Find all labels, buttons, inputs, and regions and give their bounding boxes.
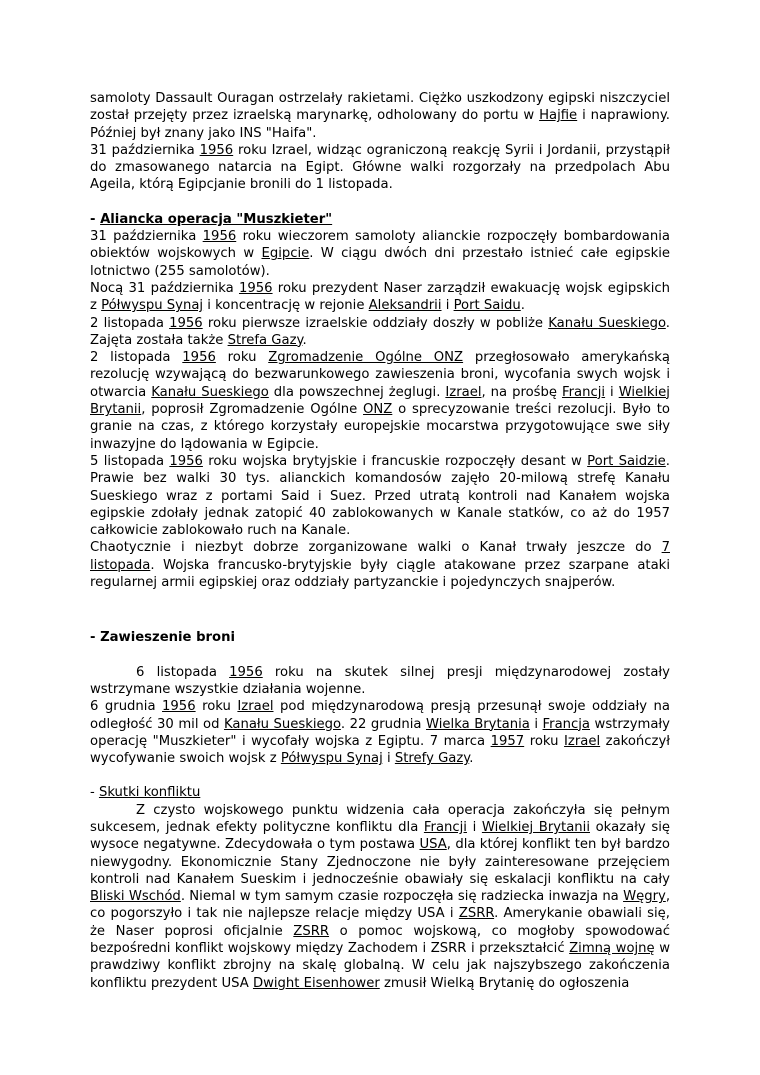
link-1956[interactable]: 1956: [169, 453, 203, 469]
text: samoloty Dassault Ouragan ostrzelały rakietami. Ciężko uszkodzony egipski niszczyciel został przejęty przez izraelską marynarkę, odholowany do portu w: [90, 91, 670, 124]
paragraph: [90, 315, 670, 350]
link-synaj[interactable]: Półwyspu Synaj: [101, 298, 204, 314]
text: roku: [524, 733, 565, 749]
link-strefa-gazy[interactable]: Strefy Gazy: [394, 751, 470, 767]
paragraph: [90, 802, 670, 992]
paragraph: [90, 539, 670, 591]
text: Nocą 31 października: [90, 280, 239, 296]
text: . Wojska francusko-brytyjskie były ciągle atakowane przez szarpane ataki regularnej armii egipskiej oraz oddziały partyzanckie i pojedynczych snajperów.: [90, 557, 670, 591]
paragraph: [90, 228, 670, 280]
heading-dash: -: [90, 211, 101, 227]
link-izrael[interactable]: Izrael: [445, 384, 482, 400]
text: i: [382, 751, 395, 767]
text: i: [605, 384, 619, 400]
link-1956[interactable]: 1956: [202, 229, 237, 245]
link-hajfa[interactable]: Hajfie: [539, 108, 578, 124]
link-strefa-gazy[interactable]: Strefa Gazy: [227, 332, 303, 348]
section-heading-effects: [90, 784, 670, 801]
text: roku Izrael, widząc ograniczoną reakcję Syrii i Jordanii, przystąpił do zmasowanego natarcia na Egipt. Główne walki rozgorzały na przedpolach Abu Ageila, którą Egipcjanie bronili do 1 listopada.: [90, 142, 670, 193]
text: 31 października: [90, 142, 200, 158]
link-usa[interactable]: USA: [419, 837, 447, 853]
link-izrael[interactable]: Izrael: [564, 733, 601, 749]
text: . Amerykanie obawiali się, że Naser poprosi oficjalnie: [90, 906, 670, 939]
text: dla powszechnej żeglugi.: [268, 384, 446, 400]
text: przegłosowało amerykańską rezolucję wzywającą do bezwarunkowego zawieszenia broni, wycofania swych wojsk i otwarcia: [90, 350, 670, 400]
link-eisenhower[interactable]: Dwight Eisenhower: [252, 975, 380, 991]
document-page: [90, 90, 670, 992]
text: 6 listopada: [136, 664, 230, 680]
text: 2 listopada: [90, 315, 170, 331]
text: i naprawiony. Później był znany jako INS "Haifa".: [90, 108, 670, 141]
link-egipt[interactable]: Egipcie: [261, 246, 310, 262]
link-francja[interactable]: Francji: [423, 819, 467, 835]
text: . Zajęta została także: [90, 315, 670, 348]
text: Z czysto wojskowego punktu widzenia cała operacja zakończyła się pełnym sukcesem, jednak efekty polityczne konfliktu dla: [90, 802, 670, 835]
link-francja[interactable]: Francji: [561, 384, 606, 400]
text: .: [302, 332, 307, 348]
link-kanal-sueski[interactable]: Kanału Sueskiego: [151, 384, 269, 400]
text: roku prezydent Naser zarządził ewakuację wojsk egipskich z: [90, 280, 671, 314]
text: roku na skutek silnej presji międzynarodowej zostały wstrzymane wszystkie działania wojenne.: [90, 664, 670, 697]
link-kanal-sueski[interactable]: Kanału Sueskiego: [548, 315, 666, 331]
link-zsrr[interactable]: ZSRR: [458, 906, 495, 922]
link-1956[interactable]: 1956: [199, 142, 234, 158]
text: .: [520, 298, 525, 314]
link-wielka-brytania[interactable]: Wielkiej Brytanii: [90, 384, 670, 418]
text: roku: [195, 699, 238, 715]
link-wielka-brytania[interactable]: Wielkiej Brytanii: [481, 819, 590, 835]
link-port-said[interactable]: Port Saidu: [453, 298, 521, 314]
paragraph: [90, 90, 670, 142]
link-wielka-brytania[interactable]: Wielka Brytania: [426, 716, 530, 732]
section-heading-operation: [90, 211, 670, 228]
section-heading-ceasefire: - Zawieszenie broni: [90, 630, 235, 646]
text: 6 grudnia: [90, 699, 163, 715]
text: . W ciągu dwóch dni przestało istnieć całe egipskie lotnictwo (255 samolotów).: [90, 246, 671, 279]
text: roku pierwsze izraelskie oddziały doszły w pobliże: [202, 315, 549, 331]
link-onz[interactable]: ONZ: [363, 402, 393, 418]
link-aleksandria[interactable]: Aleksandrii: [368, 298, 442, 314]
text: w prawdziwy konflikt zbrojny na skalę globalną. W celu jak najszybszego zakończenia konfliktu prezydent USA: [90, 941, 670, 991]
spacer: [90, 194, 670, 211]
link-zimna-wojna[interactable]: Zimną wojnę: [569, 941, 655, 957]
text: 31 października: [90, 229, 203, 245]
paragraph: [90, 664, 670, 699]
link-zsrr[interactable]: ZSRR: [293, 923, 330, 939]
link-operation-muszkieter[interactable]: Aliancka operacja "Muszkieter": [100, 211, 333, 227]
text: 2 listopada: [90, 350, 183, 366]
link-7-listopada[interactable]: 7 listopada: [90, 540, 670, 573]
link-1956[interactable]: 1956: [169, 315, 203, 331]
text: i: [529, 716, 543, 732]
link-francja[interactable]: Francja: [542, 716, 591, 732]
paragraph: [90, 698, 670, 767]
paragraph: [90, 453, 670, 539]
text: i: [441, 298, 454, 314]
text: . Prawie bez walki 30 tys. alianckich komandosów zajęło 20-milową strefę Kanału Sueskiego wraz z portami Said i Suez. Przed utratą kontroli nad Kanałem wojska egipskie zdołały jednak zatopić 40 zablokowanych w Kanale statków, co aż do 1957 całkowicie zablokowało ruch na Kanale.: [90, 453, 670, 539]
spacer: [90, 647, 670, 664]
spacer: [90, 767, 670, 784]
paragraph: [90, 142, 670, 194]
text: , na prośbę: [481, 384, 562, 400]
link-zgromadzenie-onz[interactable]: Zgromadzenie Ogólne ONZ: [268, 350, 464, 366]
spacer: [90, 591, 670, 625]
link-synaj[interactable]: Półwyspu Synaj: [280, 751, 383, 767]
link-1957[interactable]: 1957: [490, 733, 525, 749]
text: i: [466, 819, 482, 835]
link-1956[interactable]: 1956: [229, 664, 263, 680]
link-wegry[interactable]: Węgry: [623, 889, 666, 905]
link-port-said[interactable]: Port Saidzie: [587, 453, 666, 469]
text: o pomoc wojskową, co mogłoby spowodować bezpośredni konflikt wojskowy między Zachodem i ZSRR i przekształcić: [90, 923, 670, 957]
text: i koncentrację w rejonie: [203, 298, 369, 314]
text: o sprecyzowanie treści rezolucji. Było to granie na czas, z którego korzystały europejskie mocarstwa przygotowujące swe siły inwazyjne do lądowania w Egipcie.: [90, 402, 670, 452]
text: , poprosił Zgromadzenie Ogólne: [141, 402, 364, 418]
text: wstrzymały operację "Muszkieter" i wycofały wojska z Egiptu. 7 marca: [90, 716, 670, 749]
text: . Niemal w tym samym czasie rozpoczęła się radziecka inwazja na: [180, 889, 624, 905]
text: zmusił Wielką Brytanię do ogłoszenia: [379, 975, 630, 991]
text: roku: [215, 350, 269, 366]
link-1956[interactable]: 1956: [238, 280, 273, 296]
heading-dash: -: [90, 785, 99, 801]
link-1956[interactable]: 1956: [162, 699, 196, 715]
text: , co pogorszyło i tak nie najlepsze relacje między USA i: [90, 889, 671, 922]
text: zakończył wycofywanie swoich wojsk z: [90, 733, 670, 767]
text: . 22 grudnia: [340, 716, 426, 732]
link-1956[interactable]: 1956: [182, 350, 216, 366]
text: roku wojska brytyjskie i francuskie rozpoczęły desant w: [202, 453, 588, 469]
paragraph: [90, 349, 670, 453]
text: 5 listopada: [90, 453, 170, 469]
link-kanal-sueski[interactable]: Kanału Sueskiego: [223, 716, 341, 732]
link-bliski-wschod[interactable]: Bliski Wschód: [90, 889, 181, 905]
link-skutki-konfliktu[interactable]: Skutki konfliktu: [98, 785, 201, 801]
text: pod międzynarodową presją przesunął swoje oddziały na odległość 30 mil od: [90, 699, 670, 732]
text: .: [469, 751, 474, 767]
paragraph: [90, 280, 670, 315]
text: , dla której konflikt ten był bardzo niewygodny. Ekonomicznie Stany Zjednoczone nie były zainteresowane przejęciem kontroli nad Kanałem Sueskim i jednocześnie obawiały się eskalacji konfliktu na cały: [90, 837, 670, 887]
text: Chaotycznie i niezbyt dobrze zorganizowane walki o Kanał trwały jeszcze do: [90, 540, 662, 556]
text: roku wieczorem samoloty alianckie rozpoczęły bombardowania obiektów wojskowych w: [90, 229, 670, 262]
link-izrael[interactable]: Izrael: [237, 699, 274, 715]
text: okazały się wysoce negatywne. Zdecydowała o tym postawa: [90, 819, 670, 853]
